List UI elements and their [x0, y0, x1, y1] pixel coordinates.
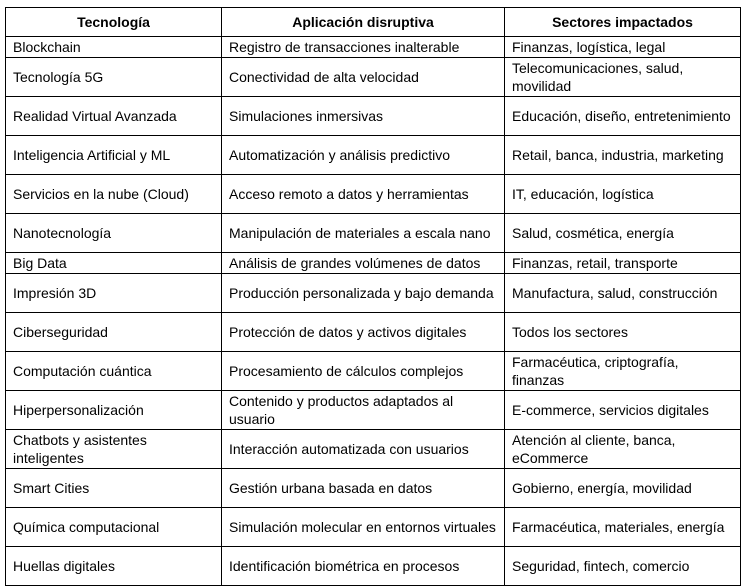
cell-technology: Realidad Virtual Avanzada [6, 97, 222, 136]
table-row [6, 97, 741, 136]
cell-application: Acceso remoto a datos y herramientas [222, 175, 505, 214]
table-row [6, 547, 741, 586]
table-row [6, 352, 741, 391]
cell-application: Producción personalizada y bajo demanda [222, 274, 505, 313]
cell-sectors: Salud, cosmética, energía [505, 214, 741, 253]
table-row [6, 430, 741, 469]
cell-technology: Chatbots y asistentes inteligentes [6, 430, 222, 469]
cell-technology: Nanotecnología [6, 214, 222, 253]
cell-technology: Inteligencia Artificial y ML [6, 136, 222, 175]
cell-sectors: Telecomunicaciones, salud, movilidad [505, 58, 741, 97]
cell-sectors: Finanzas, logística, legal [505, 37, 741, 58]
cell-sectors: Farmacéutica, materiales, energía [505, 508, 741, 547]
table-row [6, 313, 741, 352]
table-row [6, 274, 741, 313]
cell-sectors: Todos los sectores [505, 313, 741, 352]
table-row [6, 175, 741, 214]
table-row [6, 253, 741, 274]
cell-application: Interacción automatizada con usuarios [222, 430, 505, 469]
cell-sectors: Seguridad, fintech, comercio [505, 547, 741, 586]
cell-technology: Huellas digitales [6, 547, 222, 586]
table-row [6, 508, 741, 547]
cell-technology: Impresión 3D [6, 274, 222, 313]
cell-application: Simulaciones inmersivas [222, 97, 505, 136]
cell-application: Simulación molecular en entornos virtuales [222, 508, 505, 547]
cell-application: Conectividad de alta velocidad [222, 58, 505, 97]
cell-application: Registro de transacciones inalterable [222, 37, 505, 58]
cell-technology: Servicios en la nube (Cloud) [6, 175, 222, 214]
cell-application: Automatización y análisis predictivo [222, 136, 505, 175]
cell-sectors: Finanzas, retail, transporte [505, 253, 741, 274]
header-technology: Tecnología [6, 8, 222, 37]
table-row [6, 391, 741, 430]
header-row [6, 8, 741, 37]
cell-application: Análisis de grandes volúmenes de datos [222, 253, 505, 274]
table-row [6, 469, 741, 508]
cell-technology: Química computacional [6, 508, 222, 547]
cell-application: Identificación biométrica en procesos [222, 547, 505, 586]
cell-application: Protección de datos y activos digitales [222, 313, 505, 352]
cell-sectors: Farmacéutica, criptografía, finanzas [505, 352, 741, 391]
cell-application: Manipulación de materiales a escala nano [222, 214, 505, 253]
cell-technology: Blockchain [6, 37, 222, 58]
cell-sectors: Manufactura, salud, construcción [505, 274, 741, 313]
cell-technology: Hiperpersonalización [6, 391, 222, 430]
cell-sectors: E-commerce, servicios digitales [505, 391, 741, 430]
cell-technology: Computación cuántica [6, 352, 222, 391]
table-row [6, 58, 741, 97]
cell-technology: Ciberseguridad [6, 313, 222, 352]
table-row [6, 37, 741, 58]
cell-technology: Tecnología 5G [6, 58, 222, 97]
header-disruptive-application: Aplicación disruptiva [222, 8, 505, 37]
cell-sectors: Educación, diseño, entretenimiento [505, 97, 741, 136]
cell-sectors: Gobierno, energía, movilidad [505, 469, 741, 508]
cell-sectors: Retail, banca, industria, marketing [505, 136, 741, 175]
cell-sectors: IT, educación, logística [505, 175, 741, 214]
table-row [6, 214, 741, 253]
cell-application: Gestión urbana basada en datos [222, 469, 505, 508]
cell-application: Contenido y productos adaptados al usuario [222, 391, 505, 430]
cell-sectors: Atención al cliente, banca, eCommerce [505, 430, 741, 469]
cell-technology: Big Data [6, 253, 222, 274]
header-impacted-sectors: Sectores impactados [505, 8, 741, 37]
technology-table [5, 7, 741, 586]
cell-technology: Smart Cities [6, 469, 222, 508]
cell-application: Procesamiento de cálculos complejos [222, 352, 505, 391]
table-row [6, 136, 741, 175]
